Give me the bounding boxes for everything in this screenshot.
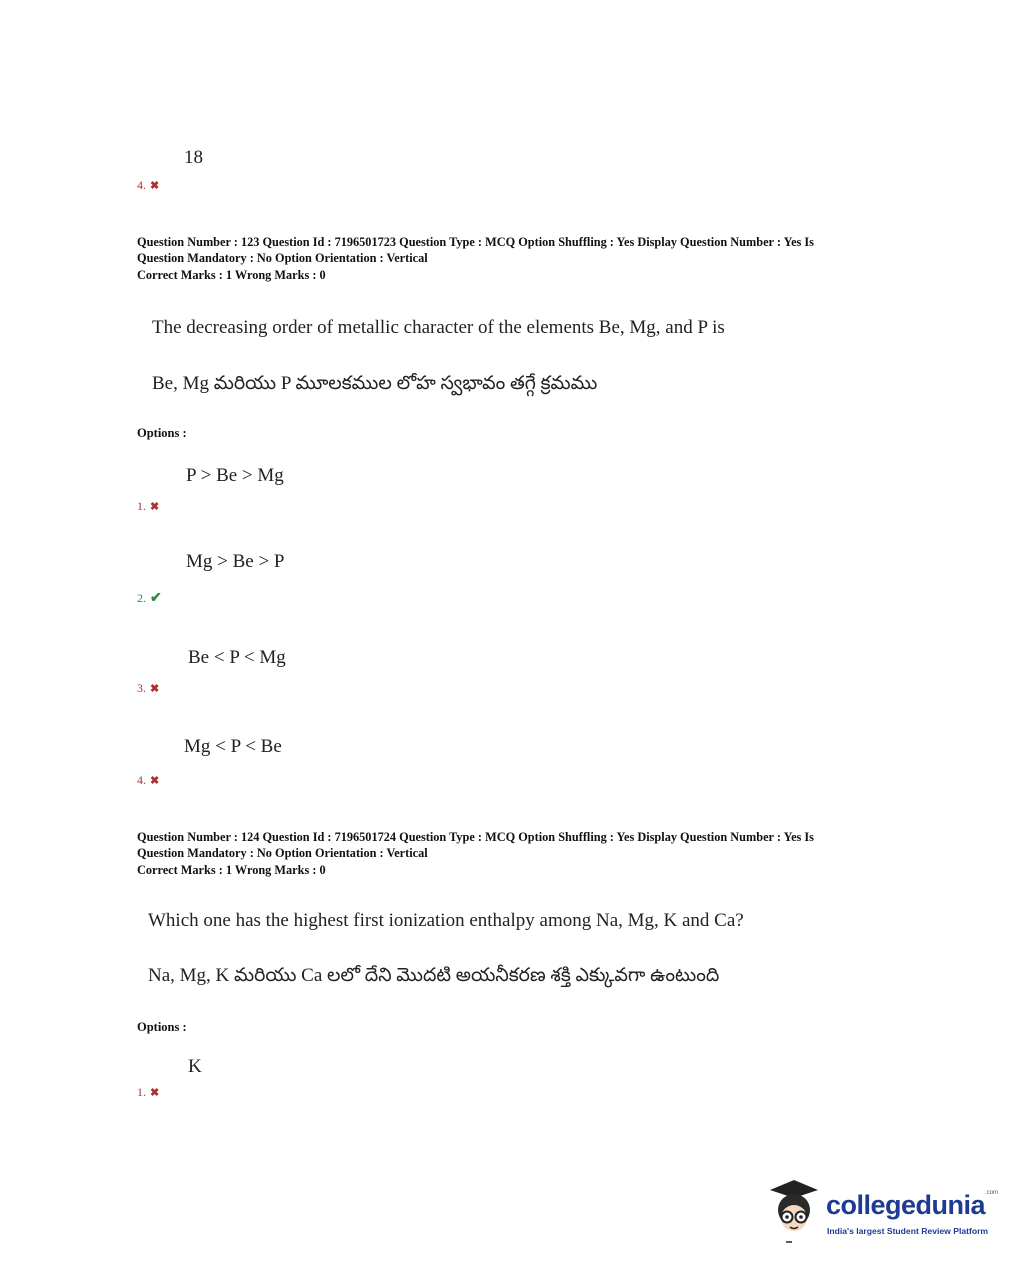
option-number: [137, 178, 159, 193]
wrong-mark-icon: ✖: [150, 180, 160, 192]
meta-line-1: Question Number : 123 Question Id : 7196501723 Question Type : MCQ Option Shuffling : Yes Display Question Number : Yes Is: [137, 235, 814, 249]
options-label: Options :: [137, 1020, 187, 1034]
wrong-mark-icon: ✖: [150, 683, 160, 695]
meta-line-1: Question Number : 124 Question Id : 7196501724 Question Type : MCQ Option Shuffling : Yes Display Question Number : Yes Is: [137, 830, 814, 844]
option-text: 18: [184, 147, 203, 168]
question-meta: [137, 234, 877, 283]
collegedunia-logo: [764, 1176, 999, 1246]
brand-tagline: India's largest Student Review Platform: [827, 1226, 989, 1236]
wrong-mark-icon: ✖: [150, 775, 160, 787]
brand-name: collegedunia$^{.com}$: [826, 1190, 999, 1220]
option-text: K: [188, 1056, 202, 1077]
option-number-label: 1.: [137, 499, 146, 513]
option-number: [137, 590, 162, 607]
option-number-label: 3.: [137, 681, 146, 695]
option-text: Mg > Be > P: [186, 551, 285, 572]
meta-line-3: Correct Marks : 1 Wrong Marks : 0: [137, 863, 326, 877]
option-number: [137, 1085, 159, 1100]
mascot-icon: [764, 1176, 826, 1246]
option-number-label: 1.: [137, 1085, 146, 1099]
option-number-label: 2.: [137, 591, 146, 605]
option-text: Mg < P < Be: [184, 736, 282, 757]
correct-check-icon: ✔: [150, 591, 162, 606]
question-text-english: The decreasing order of metallic character of the elements Be, Mg, and P is: [152, 317, 725, 338]
options-label: Options :: [137, 426, 187, 440]
question-text-telugu: Na, Mg, K మరియు Ca లలో దేని మొదటి అయనీకరణ శక్తి ఎక్కువగా ఉంటుంది: [148, 965, 720, 986]
meta-line-2: Question Mandatory : No Option Orientation : Vertical: [137, 251, 428, 265]
question-text-telugu: Be, Mg మరియు P మూలకముల లోహ స్వభావం తగ్గే క్రమము: [152, 373, 598, 394]
question-meta: [137, 829, 877, 878]
option-number: [137, 499, 159, 514]
option-number-label: 4.: [137, 178, 146, 192]
option-text: P > Be > Mg: [186, 465, 284, 486]
wrong-mark-icon: ✖: [150, 1087, 160, 1099]
brand-suffix: .com: [985, 1190, 999, 1196]
question-text-english: Which one has the highest first ionization enthalpy among Na, Mg, K and Ca?: [148, 910, 744, 931]
option-text: Be < P < Mg: [188, 647, 286, 668]
meta-line-3: Correct Marks : 1 Wrong Marks : 0: [137, 268, 326, 282]
option-number-label: 4.: [137, 773, 146, 787]
wrong-mark-icon: ✖: [150, 501, 160, 513]
option-number: [137, 681, 159, 696]
option-number: [137, 773, 159, 788]
meta-line-2: Question Mandatory : No Option Orientation : Vertical: [137, 846, 428, 860]
